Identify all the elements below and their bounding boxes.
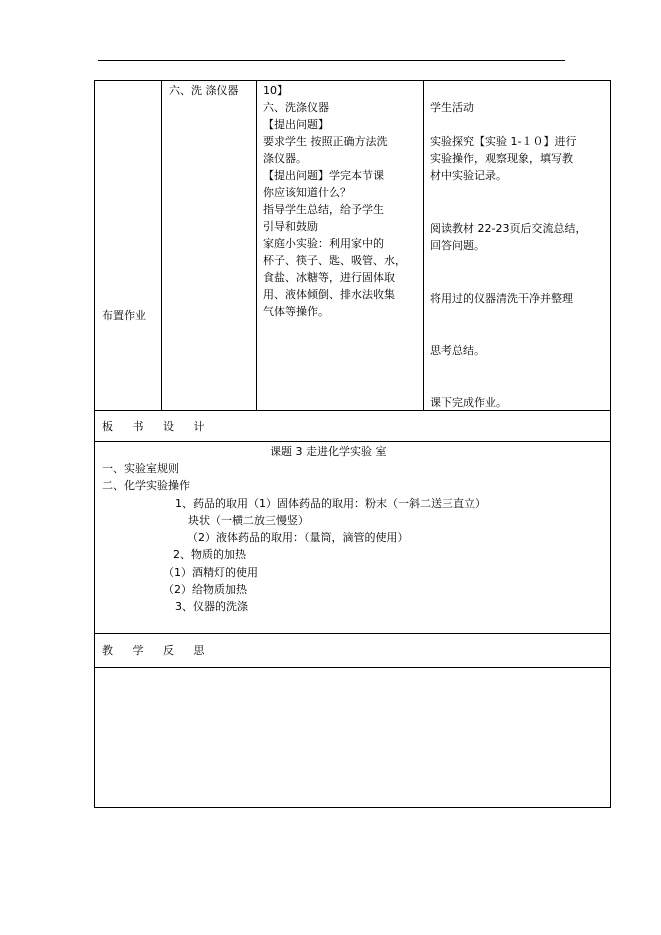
- teacher-line: 杯子、筷子、匙、吸管、水，: [263, 254, 406, 267]
- student-line: 实验操作，观察现象，填写教: [430, 152, 573, 165]
- student-line: 回答问题。: [430, 239, 485, 252]
- student-line: 实验探究【实验 1-１０】进行: [430, 135, 577, 148]
- teacher-line: 你应该知道什么？: [263, 186, 351, 199]
- teacher-line: 10】: [263, 84, 288, 97]
- teacher-line: 六、洗涤仪器: [263, 101, 329, 114]
- board-design-label: 板 书 设 计: [102, 420, 213, 433]
- board-title: 课题 3 走进化学实验 室: [270, 445, 387, 458]
- row-divider-1: [94, 410, 611, 411]
- board-line: 1、药品的取用（1）固体药品的取用：粉末（一斜二送三直立）: [175, 497, 486, 510]
- board-line: 3、仪器的洗涤: [175, 600, 248, 613]
- teacher-line: 涤仪器。: [263, 152, 307, 165]
- student-cleanup: 将用过的仪器清洗干净并整理: [430, 292, 573, 305]
- board-line: 二、化学实验操作: [102, 479, 190, 492]
- col-divider-2: [256, 80, 257, 411]
- teacher-line: 用、液体倾倒、排水法收集: [263, 288, 395, 301]
- board-line: （2）给物质加热: [163, 583, 247, 596]
- board-line: （1）酒精灯的使用: [163, 566, 258, 579]
- teacher-line: 食盐、冰糖等，进行固体取: [263, 271, 395, 284]
- student-experiment: [430, 133, 576, 184]
- student-reading: [430, 220, 586, 254]
- teacher-line: 【提出问题】学完本节课: [263, 169, 384, 182]
- row-divider-3: [94, 633, 611, 634]
- board-line: 一、实验室规则: [102, 462, 179, 475]
- board-line: （2）液体药品的取用：（量筒，滴管的使用）: [187, 531, 409, 544]
- student-reflect: 思考总结。: [430, 344, 485, 357]
- reflection-content-area[interactable]: [95, 668, 610, 807]
- student-line: 材中实验记录。: [430, 169, 507, 182]
- student-activity-heading: 学生活动: [430, 101, 474, 114]
- teacher-activity: [263, 82, 406, 320]
- student-homework: 课下完成作业。: [430, 396, 507, 409]
- board-line: 2、物质的加热: [173, 548, 246, 561]
- section-label: 六、洗 涤仪器: [169, 84, 239, 97]
- board-line: 块状（一横二放三慢竖）: [188, 514, 309, 527]
- page-header-rule: [98, 60, 565, 61]
- teacher-line: 要求学生 按照正确方法洗: [263, 135, 388, 148]
- teacher-line: 指导学生总结，给予学生: [263, 203, 384, 216]
- teacher-line: 家庭小实验：利用家中的: [263, 237, 384, 250]
- homework-label: 布置作业: [102, 309, 146, 322]
- student-line: 阅读教材 22-23页后交流总结，: [430, 222, 587, 235]
- reflection-label: 教 学 反 思: [102, 644, 213, 657]
- col-divider-3: [423, 80, 424, 411]
- teacher-line: 【提出问题】: [263, 118, 329, 131]
- col-divider-1: [161, 80, 162, 411]
- teacher-line: 气体等操作。: [263, 305, 329, 318]
- teacher-line: 引导和鼓励: [263, 220, 318, 233]
- row-divider-2: [94, 441, 611, 442]
